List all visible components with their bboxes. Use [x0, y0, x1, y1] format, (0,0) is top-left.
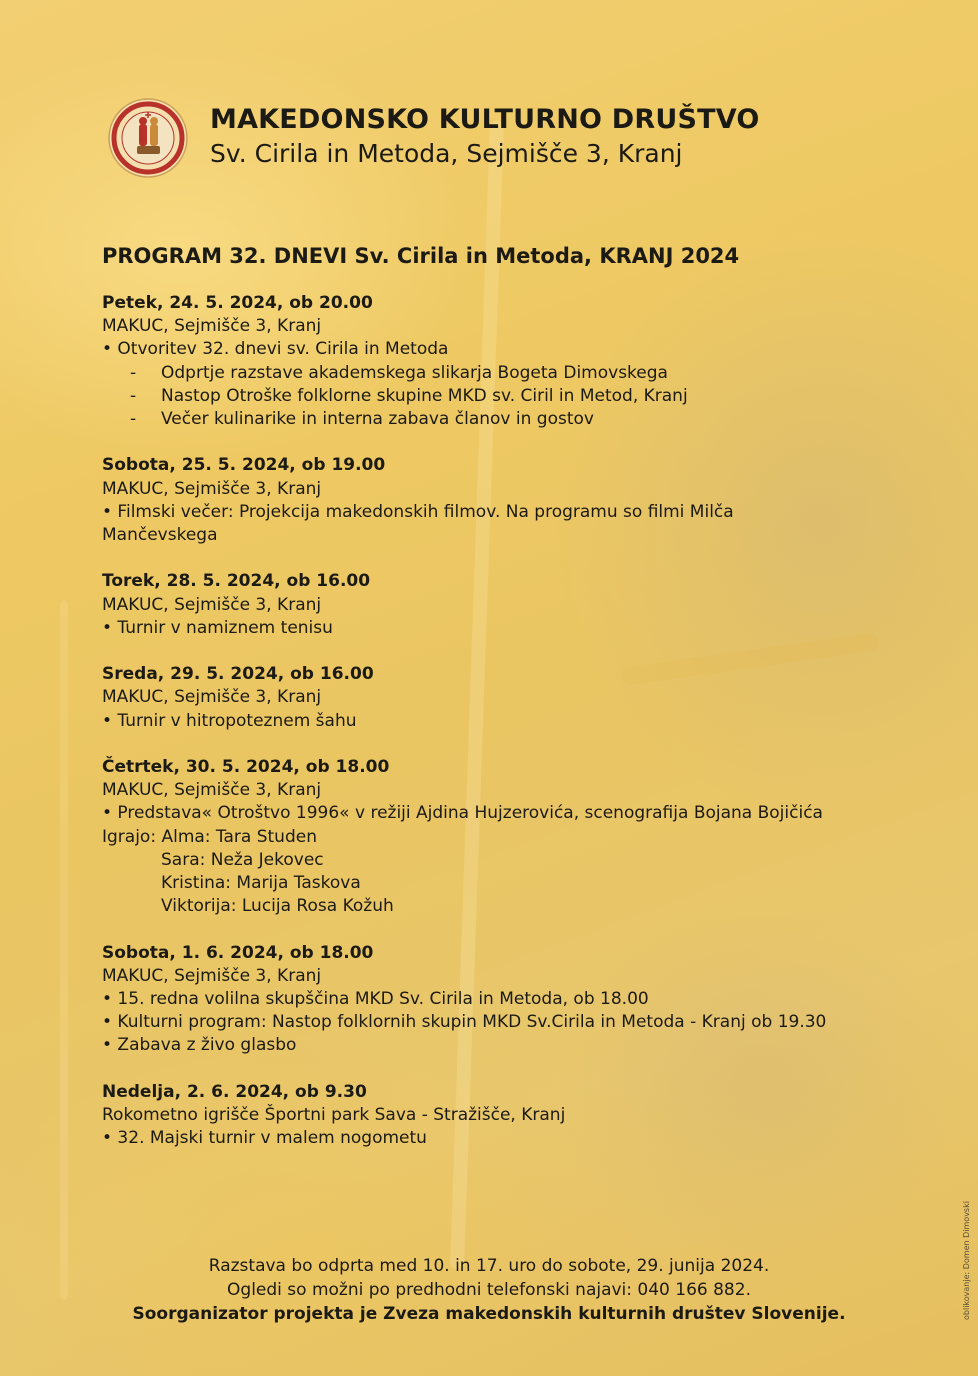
- event: [102, 1081, 922, 1151]
- event-date: Sreda, 29. 5. 2024, ob 16.00: [102, 664, 374, 685]
- event-item: • Zabava z živo glasbo: [102, 1035, 297, 1056]
- footer-exhibition-hours: Razstava bo odprta med 10. in 17. uro do sobote, 29. junija 2024.: [208, 1256, 770, 1276]
- event-location: MAKUC, Sejmišče 3, Kranj: [102, 965, 322, 986]
- event-item: • Turnir v namiznem tenisu: [102, 617, 333, 638]
- event-subitem: [102, 362, 922, 385]
- dash-marker: -: [130, 409, 137, 430]
- event-location: MAKUC, Sejmišče 3, Kranj: [102, 594, 322, 615]
- event-subitem: [102, 408, 922, 431]
- org-address: Sv. Cirila in Metoda, Sejmišče 3, Kranj: [210, 139, 683, 168]
- event-cast-intro: Igrajo: Alma: Tara Studen: [102, 826, 317, 847]
- event-date: Četrtek, 30. 5. 2024, ob 18.00: [102, 757, 390, 777]
- event-date: Torek, 28. 5. 2024, ob 16.00: [102, 571, 371, 592]
- event-date: Sobota, 25. 5. 2024, ob 19.00: [102, 455, 386, 476]
- footer-phone-note: Ogledi so možni po predhodni telefonski najavi: 040 166 882.: [227, 1280, 751, 1300]
- event-date: Petek, 24. 5. 2024, ob 20.00: [102, 293, 373, 313]
- footer: [0, 1254, 978, 1326]
- event-location: MAKUC, Sejmišče 3, Kranj: [102, 687, 322, 708]
- event-location: MAKUC, Sejmišče 3, Kranj: [102, 780, 322, 801]
- event-date: Nedelja, 2. 6. 2024, ob 9.30: [102, 1081, 367, 1102]
- event-location: MAKUC, Sejmišče 3, Kranj: [102, 316, 322, 337]
- event: [102, 663, 922, 733]
- event-item: • Filmski večer: Projekcija makedonskih filmov. Na programu so filmi Milča: [102, 501, 734, 522]
- event-item: • 15. redna volilna skupščina MKD Sv. Cirila in Metoda, ob 18.00: [102, 989, 649, 1010]
- event: [102, 942, 922, 1058]
- event-location: Rokometno igrišče Športni park Sava - Stražišče, Kranj: [102, 1105, 566, 1126]
- program-title: PROGRAM 32. DNEVI Sv. Cirila in Metoda, KRANJ 2024: [102, 244, 740, 268]
- event-subitem: [102, 385, 922, 408]
- footer-co-organizer: Soorganizator projekta je Zveza makedonskih kulturnih društev Slovenije.: [132, 1304, 846, 1324]
- event-cast-member: Sara: Neža Jekovec: [161, 849, 324, 870]
- event-subitem-text: Večer kulinarike in interna zabava članov in gostov: [161, 409, 594, 430]
- event: [102, 292, 922, 431]
- event-date: Sobota, 1. 6. 2024, ob 18.00: [102, 942, 374, 963]
- event-item: • Otvoritev 32. dnevi sv. Cirila in Metoda: [102, 339, 449, 360]
- event-cast-member: Viktorija: Lucija Rosa Kožuh: [161, 896, 394, 917]
- dash-marker: -: [130, 362, 137, 383]
- event: [102, 570, 922, 640]
- design-credit: oblikovanje: Domen Dimovski: [962, 1201, 971, 1320]
- society-seal-logo: [108, 98, 188, 178]
- event: [102, 454, 922, 547]
- program-list: [102, 292, 922, 1174]
- background-streak: [60, 600, 68, 1300]
- dash-marker: -: [130, 385, 137, 406]
- event-item: • Predstava« Otroštvo 1996« v režiji Ajdina Hujzerovića, scenografija Bojana Bojičića: [102, 803, 823, 824]
- event-subitem-text: Nastop Otroške folklorne skupine MKD sv. Ciril in Metod, Kranj: [161, 385, 688, 406]
- event-item: • Turnir v hitropoteznem šahu: [102, 710, 357, 731]
- event-cast-member: Kristina: Marija Taskova: [161, 873, 361, 894]
- event-item: • Kulturni program: Nastop folklornih skupin MKD Sv.Cirila in Metoda - Kranj ob 19.30: [102, 1012, 827, 1033]
- event-location: MAKUC, Sejmišče 3, Kranj: [102, 478, 322, 499]
- event-item: • 32. Majski turnir v malem nogometu: [102, 1128, 427, 1149]
- event: [102, 756, 922, 918]
- event-subitem-text: Odprtje razstave akademskega slikarja Bogeta Dimovskega: [161, 362, 668, 383]
- event-item: Mančevskega: [102, 525, 218, 546]
- org-name: MAKEDONSKO KULTURNO DRUŠTVO: [210, 104, 760, 135]
